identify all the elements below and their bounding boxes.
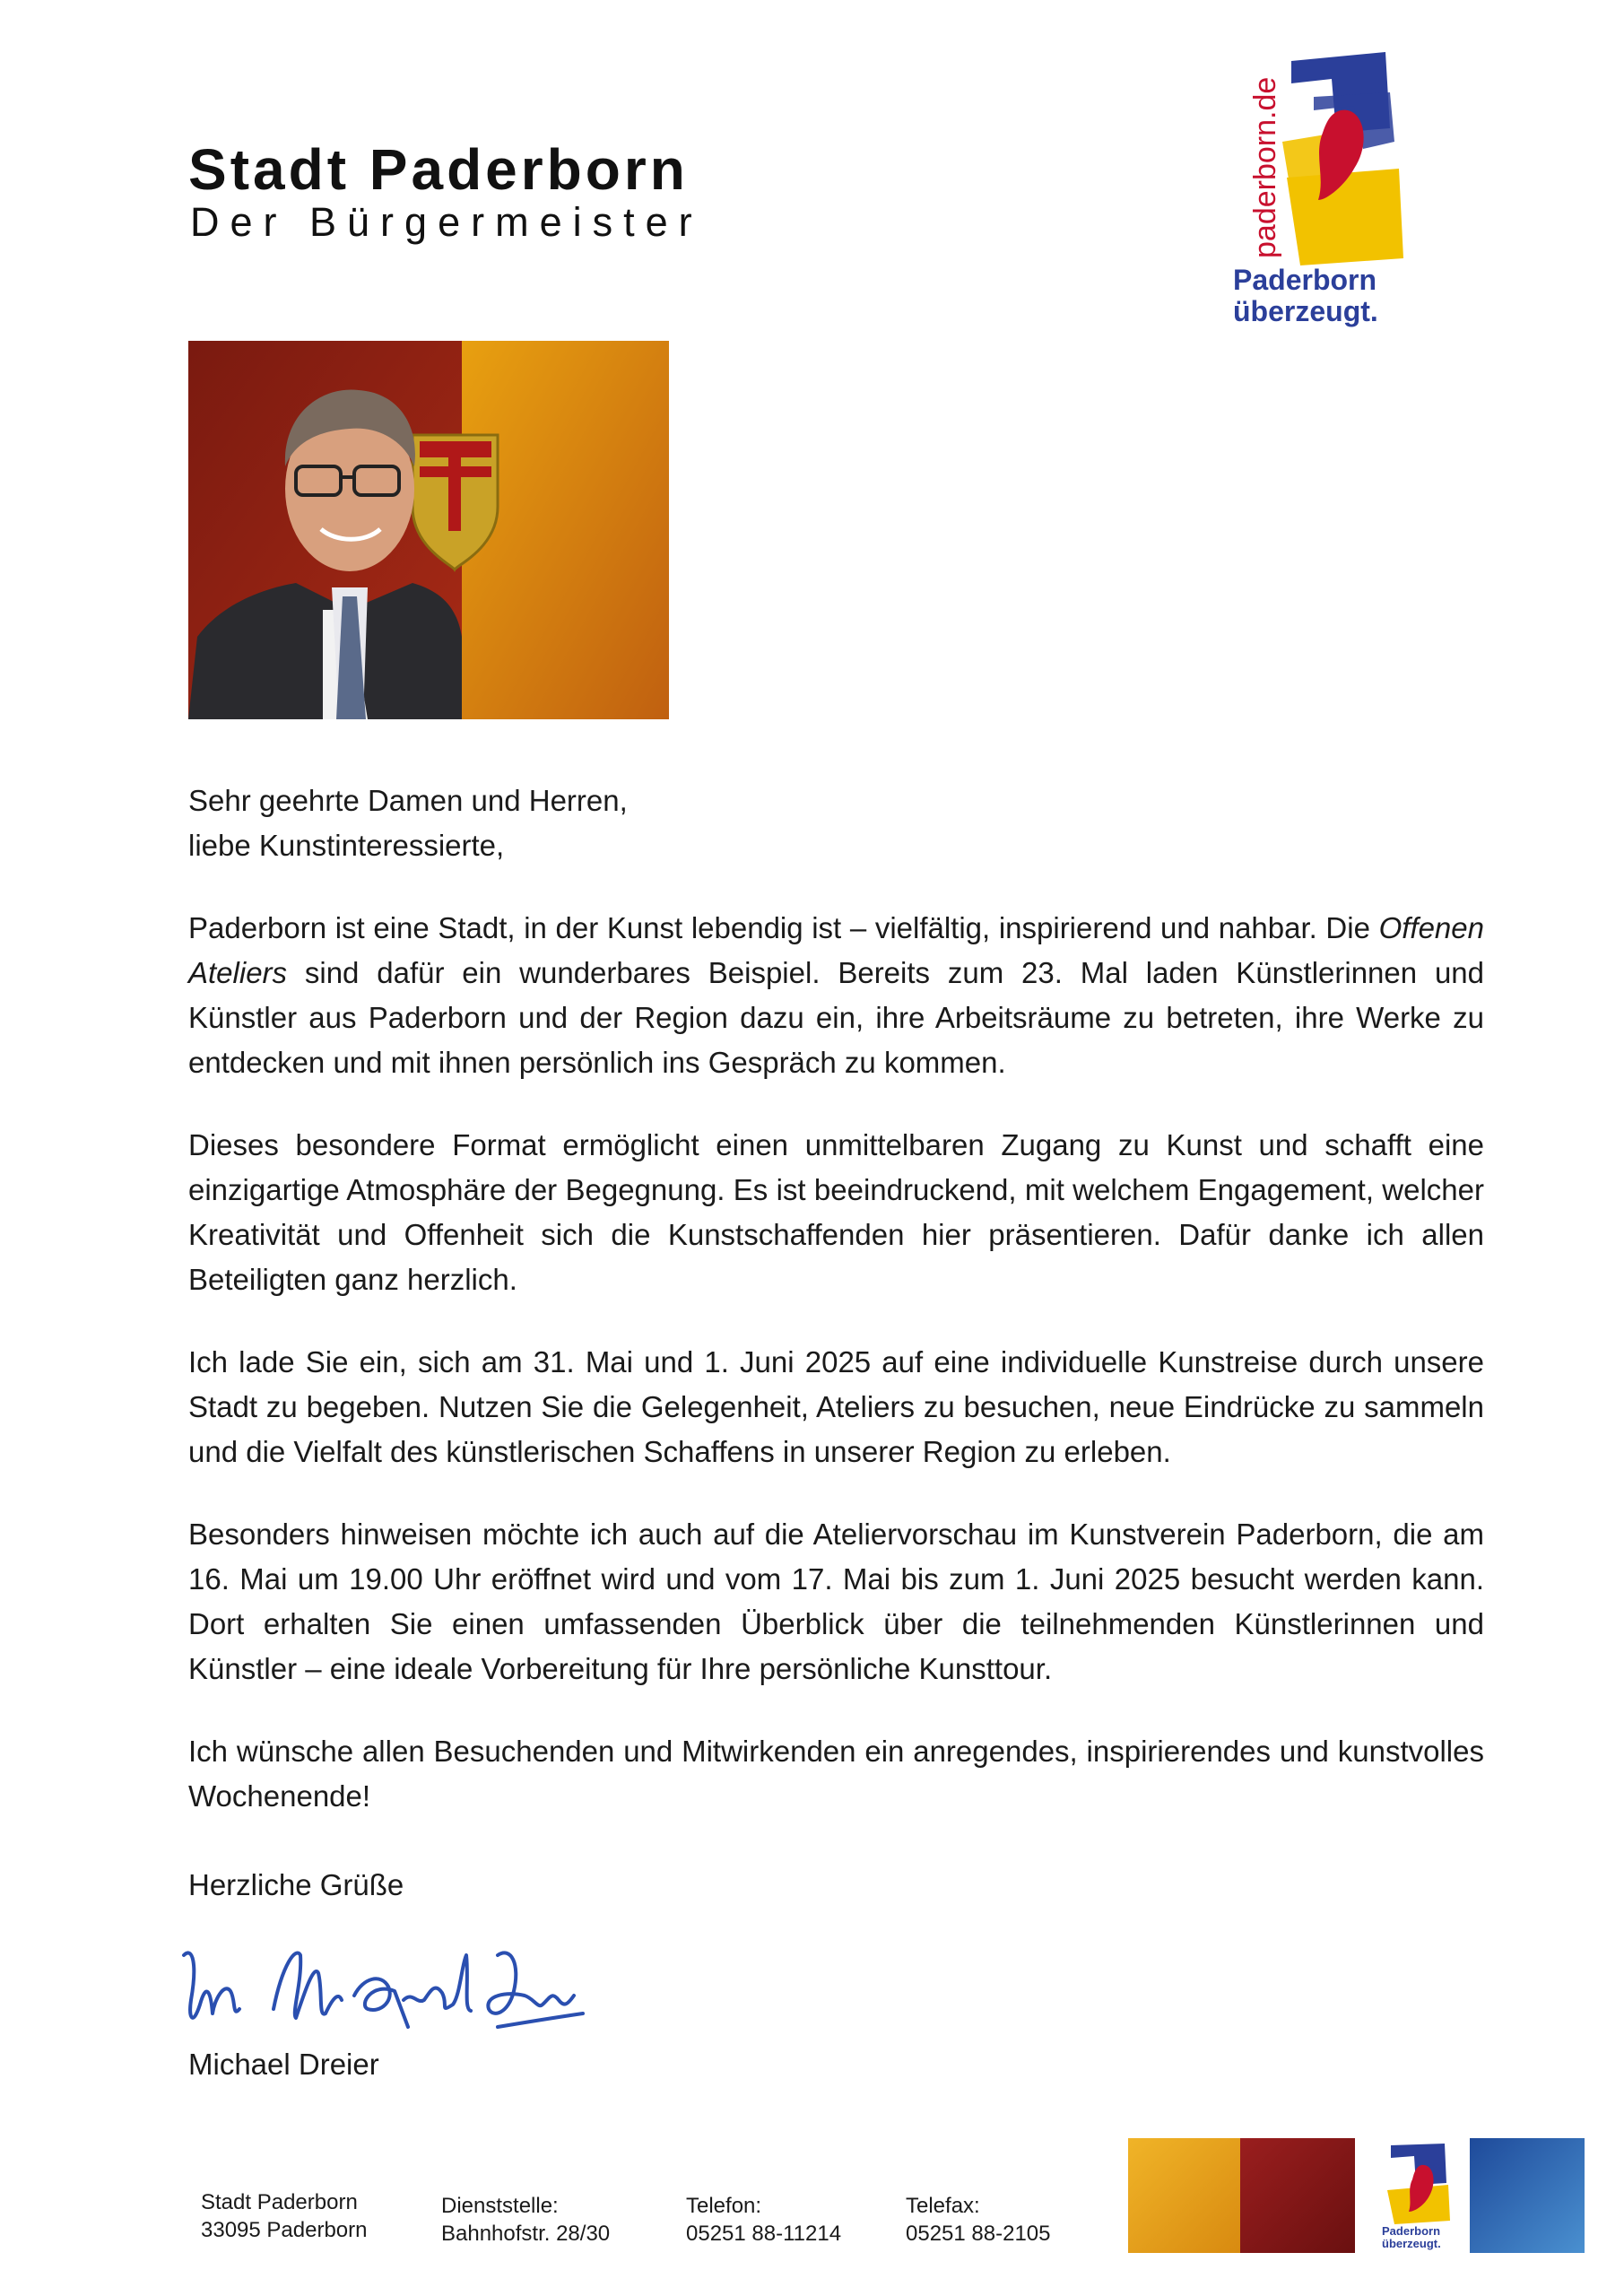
header-title: Stadt Paderborn: [188, 137, 689, 202]
header-subtitle: Der Bürgermeister: [190, 199, 703, 245]
footer-address-line2: 33095 Paderborn: [201, 2218, 368, 2242]
footer-office-value: Bahnhofstr. 28/30: [441, 2222, 611, 2246]
mayor-portrait: [188, 341, 669, 719]
footer-fax: [906, 2192, 1050, 2248]
strip-logo-slogan-line2: überzeugt.: [1382, 2237, 1441, 2250]
paragraph-1-emphasis: Offenen Ateliers: [188, 911, 1484, 989]
salutation-line1: Sehr geehrte Damen und Herren,: [188, 784, 628, 817]
salutation-line2: liebe Kunstinteressierte,: [188, 829, 505, 862]
handwritten-signature: [175, 1928, 623, 2049]
strip-gold-block: [1128, 2138, 1240, 2253]
footer-phone-value: 05251 88-11214: [686, 2222, 842, 2246]
footer-office: [441, 2192, 610, 2248]
paragraph-1-a: Paderborn ist eine Stadt, in der Kunst lebendig ist – vielfältig, inspirierend und nahbar. Die: [188, 911, 1379, 944]
paragraph-4: Besonders hinweisen möchte ich auch auf die Ateliervorschau im Kunstverein Paderborn, die am 16. Mai um 19.00 Uhr eröffnet wird und vom 17. Mai bis zum 1. Juni 2025 besucht werden kann. Dort erhalten Sie einen umfassenden Überblick über die teilnehmenden Künstlerinnen und Künstler – eine ideale Vorbereitung für Ihre persönliche Kunsttour.: [188, 1518, 1484, 1685]
paragraph-3: Ich lade Sie ein, sich am 31. Mai und 1. Juni 2025 auf eine individuelle Kunstreise durch unsere Stadt zu begeben. Nutzen Sie die Gelegenheit, Ateliers zu besuchen, neue Eindrücke zu sammeln und die Vielfalt des künstlerischen Schaffens in unserer Region zu erleben.: [188, 1345, 1484, 1468]
strip-mini-logo: [1355, 2138, 1470, 2253]
footer-address-line1: Stadt Paderborn: [201, 2190, 358, 2214]
signer-name: Michael Dreier: [188, 2048, 379, 2081]
paragraph-1-b: sind dafür ein wunderbares Beispiel. Bereits zum 23. Mal laden Künstlerinnen und Künstler aus Paderborn und der Region dazu ein, ihre Arbeitsräume zu betreten, ihre Werke zu entdecken und mit ihnen persönlich ins Gespräch zu kommen.: [188, 956, 1484, 1079]
salutation: [188, 778, 1484, 868]
footer-fax-value: 05251 88-2105: [906, 2222, 1051, 2246]
paragraph-2: Dieses besondere Format ermöglicht einen unmittelbaren Zugang zu Kunst und schafft eine einzigartige Atmosphäre der Begegnung. Es ist beeindruckend, mit welchem Engagement, welcher Kreativität und Offenheit sich die Kunstschaffenden hier präsentieren. Dafür danke ich allen Beteiligten ganz herzlich.: [188, 1128, 1484, 1296]
footer-address: [201, 2188, 367, 2244]
strip-logo-slogan-line1: Paderborn: [1382, 2224, 1441, 2238]
paderborn-logo: [1229, 43, 1417, 339]
paragraph-1: [188, 906, 1484, 1085]
strip-blue-block: [1470, 2138, 1585, 2253]
strip-darkred-block: [1240, 2138, 1355, 2253]
footer-phone-label: Telefon:: [686, 2194, 762, 2218]
letter-body: [188, 778, 1484, 1857]
closing: Herzliche Grüße: [188, 1868, 404, 1901]
footer-phone: [686, 2192, 841, 2248]
paragraph-5: Ich wünsche allen Besuchenden und Mitwirkenden ein anregendes, inspirierendes und kunstvolles Wochenende!: [188, 1735, 1484, 1813]
logo-slogan-line1: Paderborn: [1233, 264, 1377, 296]
logo-slogan-line2: überzeugt.: [1233, 295, 1378, 327]
footer-office-label: Dienststelle:: [441, 2194, 559, 2218]
footer-fax-label: Telefax:: [906, 2194, 980, 2218]
logo-domain: paderborn.de: [1248, 76, 1282, 258]
